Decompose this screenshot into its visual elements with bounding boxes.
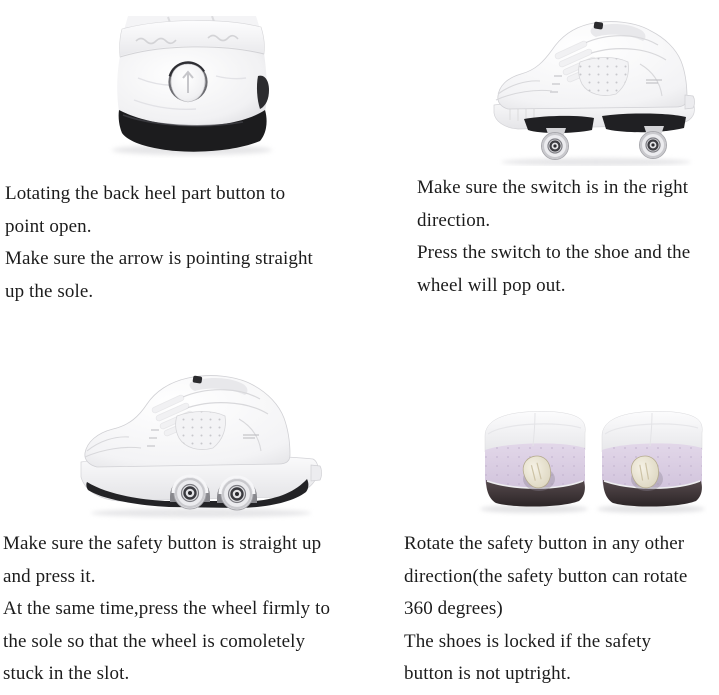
caption-line: Make sure the arrow is pointing straight	[5, 248, 313, 270]
caption-line: The shoes is locked if the safety	[404, 630, 652, 652]
step-2-caption	[417, 172, 690, 302]
caption-line: At the same time,press the wheel firmly to	[3, 598, 331, 620]
lace-lock	[192, 375, 202, 383]
step-3-caption	[3, 528, 330, 691]
step-1-caption	[5, 178, 313, 308]
caption-line: Make sure the switch is in the right	[417, 177, 689, 198]
caption-line: up the sole.	[5, 280, 94, 302]
caption-line: Press the switch to the shoe and the	[417, 242, 691, 264]
heel-closeup-graphic	[108, 16, 276, 158]
photo-heel-safety-button	[108, 16, 276, 158]
caption-line: point open.	[5, 215, 92, 237]
heel-brake-tab	[685, 95, 695, 109]
step-4-caption	[404, 528, 687, 691]
heel-brake-tab	[311, 465, 322, 481]
photo-sneaker-wheels-deployed	[488, 16, 700, 166]
photo-heel-pair-safety-buttons	[477, 405, 707, 517]
caption-line: Rotate the safety button in any other	[404, 533, 685, 554]
safety-button	[168, 61, 206, 102]
caption-line: Make sure the safety button is straight up	[3, 533, 322, 554]
caption-line: Lotating the back heel part button to	[5, 183, 286, 204]
sole-side-patch	[257, 76, 269, 109]
caption-line: button is not uptright.	[404, 663, 571, 685]
outsole-rear	[602, 113, 686, 132]
rear-wheel	[640, 132, 667, 159]
front-wheel	[542, 133, 569, 160]
caption-line: direction.	[417, 209, 491, 231]
caption-line: stuck in the slot.	[3, 663, 130, 685]
photo-sneaker-wheels-pressed-in	[73, 369, 325, 521]
skate-retracted-graphic	[73, 369, 325, 521]
caption-line: the sole so that the wheel is comoletely	[3, 630, 306, 652]
heel-pair-graphic	[477, 405, 707, 517]
caption-line: 360 degrees)	[404, 598, 503, 620]
caption-line: and press it.	[3, 565, 96, 587]
skate-deployed-graphic	[488, 16, 700, 166]
caption-line: direction(the safety button can rotate	[404, 565, 688, 587]
lace-lock	[593, 21, 603, 29]
right-heel	[602, 411, 702, 506]
left-heel	[485, 411, 585, 506]
caption-line: wheel will pop out.	[417, 274, 566, 296]
